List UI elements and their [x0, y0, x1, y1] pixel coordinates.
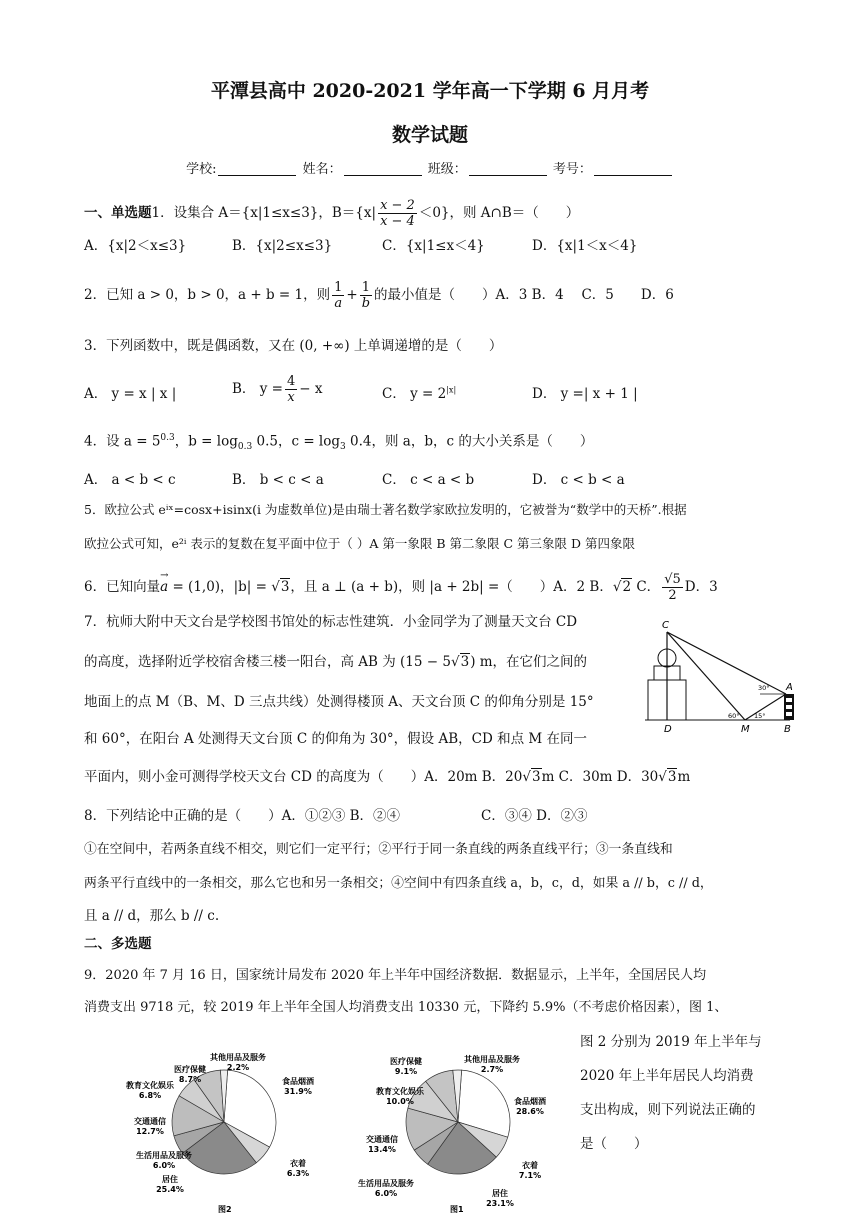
exam-no-label: 考号：: [552, 162, 592, 177]
question-8-line-2: ①在空间中，若两条直线不相交，则它们一定平行；②平行于同一条直线的两条直线平行；③一条直线和: [84, 842, 673, 857]
q4-p1: 4．设 a = 5: [84, 433, 161, 450]
q7-l2-root: 3: [460, 654, 470, 670]
pie-slice-name: 居住: [492, 1189, 508, 1198]
q1-option-d: D．{x|1＜x＜4}: [532, 238, 638, 254]
q3-b-fraction: [285, 374, 297, 405]
pie-slice-value: 10.0%: [386, 1097, 414, 1106]
q6-frac-num: √5: [664, 572, 681, 587]
school-label: 学校:: [186, 162, 217, 177]
q6-vector-a: → a: [160, 577, 168, 597]
pie-slice-name: 其他用品及服务: [210, 1053, 266, 1062]
q2-fraction-2: [360, 280, 372, 311]
question-5-line-2: 欧拉公式可知，e²ⁱ 表示的复数在复平面中位于（ ）A 第一象限 B 第二象限 C 第三象限 D 第四象限: [84, 536, 635, 551]
pie-slice-value: 6.0%: [374, 1189, 398, 1198]
q1-frac-num: x − 2: [380, 198, 415, 213]
q1-option-b: B．{x|2≤x≤3}: [232, 238, 333, 254]
class-label: 班级：: [427, 162, 467, 177]
question-7-line-5: 平面内，则小金可测得学校天文台 CD 的高度为（ ）A．20m B．20√3m C．30m D．30√3m: [84, 769, 691, 785]
q6-p3: |b| =: [233, 579, 272, 595]
q6-frac-den: 2: [668, 588, 677, 603]
pie-slice-value: 23.1%: [486, 1199, 514, 1208]
pie-slice-name: 交通通信: [134, 1117, 166, 1126]
q3-b-post: − x: [299, 381, 323, 397]
q4-p3: 0.5，c = log: [252, 433, 341, 450]
angle-15-label: 15°: [754, 712, 766, 720]
line-cm: [667, 632, 745, 720]
pie-slice-value: 9.1%: [394, 1067, 418, 1076]
q6-root3: 3: [280, 579, 290, 595]
angle-30-label: 30°: [758, 684, 770, 692]
pie-slice-value: 28.6%: [516, 1107, 544, 1116]
q6-p2: = (1,0)，: [168, 579, 234, 595]
point-d-label: D: [664, 724, 672, 735]
point-m-label: M: [741, 724, 750, 735]
question-9-line-2: 消费支出 9718 元，较 2019 年上半年全国人均消费支出 10330 元，下降约 5.9%（不考虑价格因素），图 1、: [84, 1000, 728, 1015]
q2-text-b: 的最小值是（ ）A．3 B．4 C．5 D．6: [374, 287, 674, 303]
pie-slice-name: 生活用品及服务: [136, 1151, 192, 1160]
question-3: 3．下列函数中，既是偶函数，又在 (0, +∞) 上单调递增的是（ ）: [84, 338, 503, 354]
q4-sub2: 3: [340, 442, 346, 453]
pie-caption: 图2: [218, 1205, 232, 1214]
q1-option-a: A．{x|2＜x≤3}: [84, 238, 187, 254]
pie-slice-name: 食品烟酒: [514, 1097, 546, 1106]
pie-slice-value: 6.0%: [152, 1161, 176, 1170]
pie-slice-value: 6.3%: [286, 1169, 310, 1178]
q3-option-a: A． y = x | x |: [84, 386, 177, 402]
point-c-label: C: [662, 620, 669, 631]
question-7-line-4: 和 60°，在阳台 A 处测得天文台顶 C 的仰角为 30°，假设 AB，CD 和点 M 在同一: [84, 731, 587, 747]
q2-f2-den: b: [361, 296, 371, 311]
question-7-line-2: 的高度，选择附近学校宿舍楼三楼一阳台，高 AB 为 (15 − 5√3) m，在它们之间的: [84, 654, 588, 670]
question-9-side-1: 图 2 分别为 2019 年上半年与: [580, 1034, 762, 1050]
q6-p1: 6．已知向量: [84, 579, 161, 595]
name-blank: [344, 161, 422, 176]
q1-text-a: 1．设集合 A＝{x|1≤x≤3}，B＝{x|: [151, 205, 377, 221]
window-1: [786, 698, 792, 702]
pie-slice-name: 生活用品及服务: [358, 1179, 414, 1188]
q4-option-a: A． a < b < c: [84, 472, 176, 488]
pie-slice-name: 食品烟酒: [282, 1077, 314, 1086]
q7-l5-b: m C．30m D．30: [541, 769, 659, 785]
pie-slice-name: 交通通信: [366, 1135, 398, 1144]
q2-f2-num: 1: [360, 280, 372, 296]
question-9-side-2: 2020 年上半年居民人均消费: [580, 1068, 754, 1084]
q3-b-pre: B． y =: [232, 381, 283, 397]
q6-fraction: [662, 572, 683, 603]
q4-option-b: B． b < c < a: [232, 472, 324, 488]
q7-l2-a: 的高度，选择附近学校宿舍楼三楼一阳台，高 AB 为 (15 − 5: [84, 654, 451, 670]
question-7-line-1: 7．杭师大附中天文台是学校图书馆处的标志性建筑．小金同学为了测量天文台 CD: [84, 614, 578, 630]
exam-title: 平潭县高中 2020-2021 学年高一下学期 6 月月考: [210, 80, 650, 102]
point-b-label: B: [784, 724, 791, 735]
q7-l2-b: ) m，在它们之间的: [470, 654, 588, 670]
q3-option-c: [382, 382, 456, 402]
q3-c-pre: C． y = 2: [382, 386, 447, 402]
question-5-line-1: 5．欧拉公式 eⁱˣ=cosx+isinx(i 为虚数单位)是由瑞士著名数学家欧拉发明的，它被誉为“数学中的天桥”.根据: [84, 502, 687, 517]
q6-root2: 2: [622, 579, 632, 595]
pie-slice-name: 其他用品及服务: [464, 1055, 520, 1064]
q4-option-d: D． c < b < a: [532, 472, 625, 488]
q1-text-b: ＜0}，则 A∩B＝（ ）: [418, 205, 580, 221]
q2-f1-num: 1: [334, 280, 343, 295]
q4-sup: 0.3: [160, 433, 175, 443]
pie-chart-2019: [340, 1050, 580, 1216]
window-2: [786, 705, 792, 709]
question-4: [84, 428, 593, 457]
question-8-line-3: 两条平行直线中的一条相交，那么它也和另一条相交；④空间中有四条直线 a，b，c，d，如果 a // b，c // d，: [84, 876, 713, 891]
pie-slice-name: 教育文化娱乐: [126, 1081, 174, 1090]
q4-p2: ，b = log: [174, 433, 238, 450]
pie-slice-name: 医疗保健: [390, 1057, 422, 1066]
pie-slice-value: 6.8%: [138, 1091, 162, 1100]
question-9-line-1: 9．2020 年 7 月 16 日，国家统计局发布 2020 年上半年中国经济数据．数据显示，上半年，全国居民人均: [84, 968, 707, 983]
point-a-label: A: [786, 682, 793, 693]
pie-slice-value: 7.1%: [518, 1171, 542, 1180]
q7-l5-root2: 3: [667, 769, 677, 785]
q2-text-a: 2．已知 a > 0，b > 0，a + b = 1，则: [84, 287, 331, 303]
q3-b-den: x: [287, 390, 295, 405]
pie-slice-name: 衣着: [290, 1159, 306, 1168]
pie-slice-value: 13.4%: [368, 1145, 396, 1154]
q1-frac-den: x − 4: [380, 214, 415, 229]
exam-no-blank: [594, 161, 672, 176]
q2-fraction-1: [332, 280, 344, 311]
q4-sub1: 0.3: [237, 442, 253, 453]
section-2-heading: 二、多选题: [84, 936, 152, 952]
q4-p4: 0.4，则 a，b，c 的大小关系是（ ）: [345, 433, 594, 450]
section-1-heading: 一、单选题: [84, 205, 152, 221]
pie-slice-value: 25.4%: [156, 1185, 184, 1194]
q7-l5-root1: 3: [531, 769, 541, 785]
pie-slice-name: 教育文化娱乐: [376, 1087, 424, 1096]
pie-slice-value: 2.7%: [480, 1065, 504, 1074]
q3-c-sup: |x|: [446, 385, 457, 395]
q6-p5: C．: [632, 579, 661, 595]
exam-subtitle: 数学试题: [391, 124, 468, 146]
q7-l5-c: m: [677, 769, 691, 785]
q3-b-num: 4: [286, 374, 296, 389]
question-6: 6．已知向量→ a = (1,0)，|b| = √3，且 a ⊥ (a + b)，则 |a + 2b| =（ ）A．2 B．√2 C． $\frac{√5}{2}$ D．3: [84, 572, 718, 603]
pie-slice-value: 2.2%: [226, 1063, 250, 1072]
question-1: [84, 198, 579, 229]
angle-60-label: 60°: [728, 712, 740, 720]
question-9-side-3: 支出构成，则下列说法正确的: [580, 1102, 756, 1118]
pie-slice-name: 衣着: [522, 1161, 538, 1170]
q2-plus: +: [346, 287, 358, 303]
question-8-line-4: 且 a // d，那么 b // c.: [84, 908, 220, 924]
question-8-line-1: 8．下列结论中正确的是（ ）A．①②③ B．②④ C．③④ D．②③: [84, 808, 588, 824]
question-9-side-4: 是（ ）: [580, 1136, 648, 1152]
q3-option-d: D． y =| x + 1 |: [532, 386, 638, 402]
q6-p6: D．3: [684, 579, 718, 595]
q1-option-c: C．{x|1≤x＜4}: [382, 238, 485, 254]
pie-slice-value: 8.7%: [178, 1075, 202, 1084]
pie-slice-value: 31.9%: [284, 1087, 312, 1096]
school-blank: [218, 161, 296, 176]
q7-diagram: [640, 618, 800, 738]
pie-slice-name: 医疗保健: [174, 1065, 206, 1074]
window-3: [786, 712, 792, 716]
name-label: 姓名：: [302, 162, 342, 177]
question-2: [84, 280, 674, 311]
pie-slice-value: 12.7%: [136, 1127, 164, 1136]
class-blank: [469, 161, 547, 176]
q1-fraction: [378, 198, 417, 229]
pie-slice-name: 居住: [162, 1175, 178, 1184]
q4-option-c: C． c < a < b: [382, 472, 475, 488]
q2-f1-den: a: [334, 296, 343, 311]
q7-l5-a: 平面内，则小金可测得学校天文台 CD 的高度为（ ）A．20m B．20: [84, 769, 523, 785]
question-7-line-3: 地面上的点 M（B、M、D 三点共线）处测得楼顶 A、天文台顶 C 的仰角分别是 15°: [84, 694, 594, 710]
q6-p4: ，且 a ⊥ (a + b)，则 |a + 2b| =（ ）A．2 B．: [290, 579, 613, 595]
q3-option-b: [232, 374, 322, 405]
student-info-row: [0, 158, 860, 177]
pie-chart-2020: [92, 1050, 342, 1216]
pie-caption: 图1: [450, 1205, 464, 1214]
